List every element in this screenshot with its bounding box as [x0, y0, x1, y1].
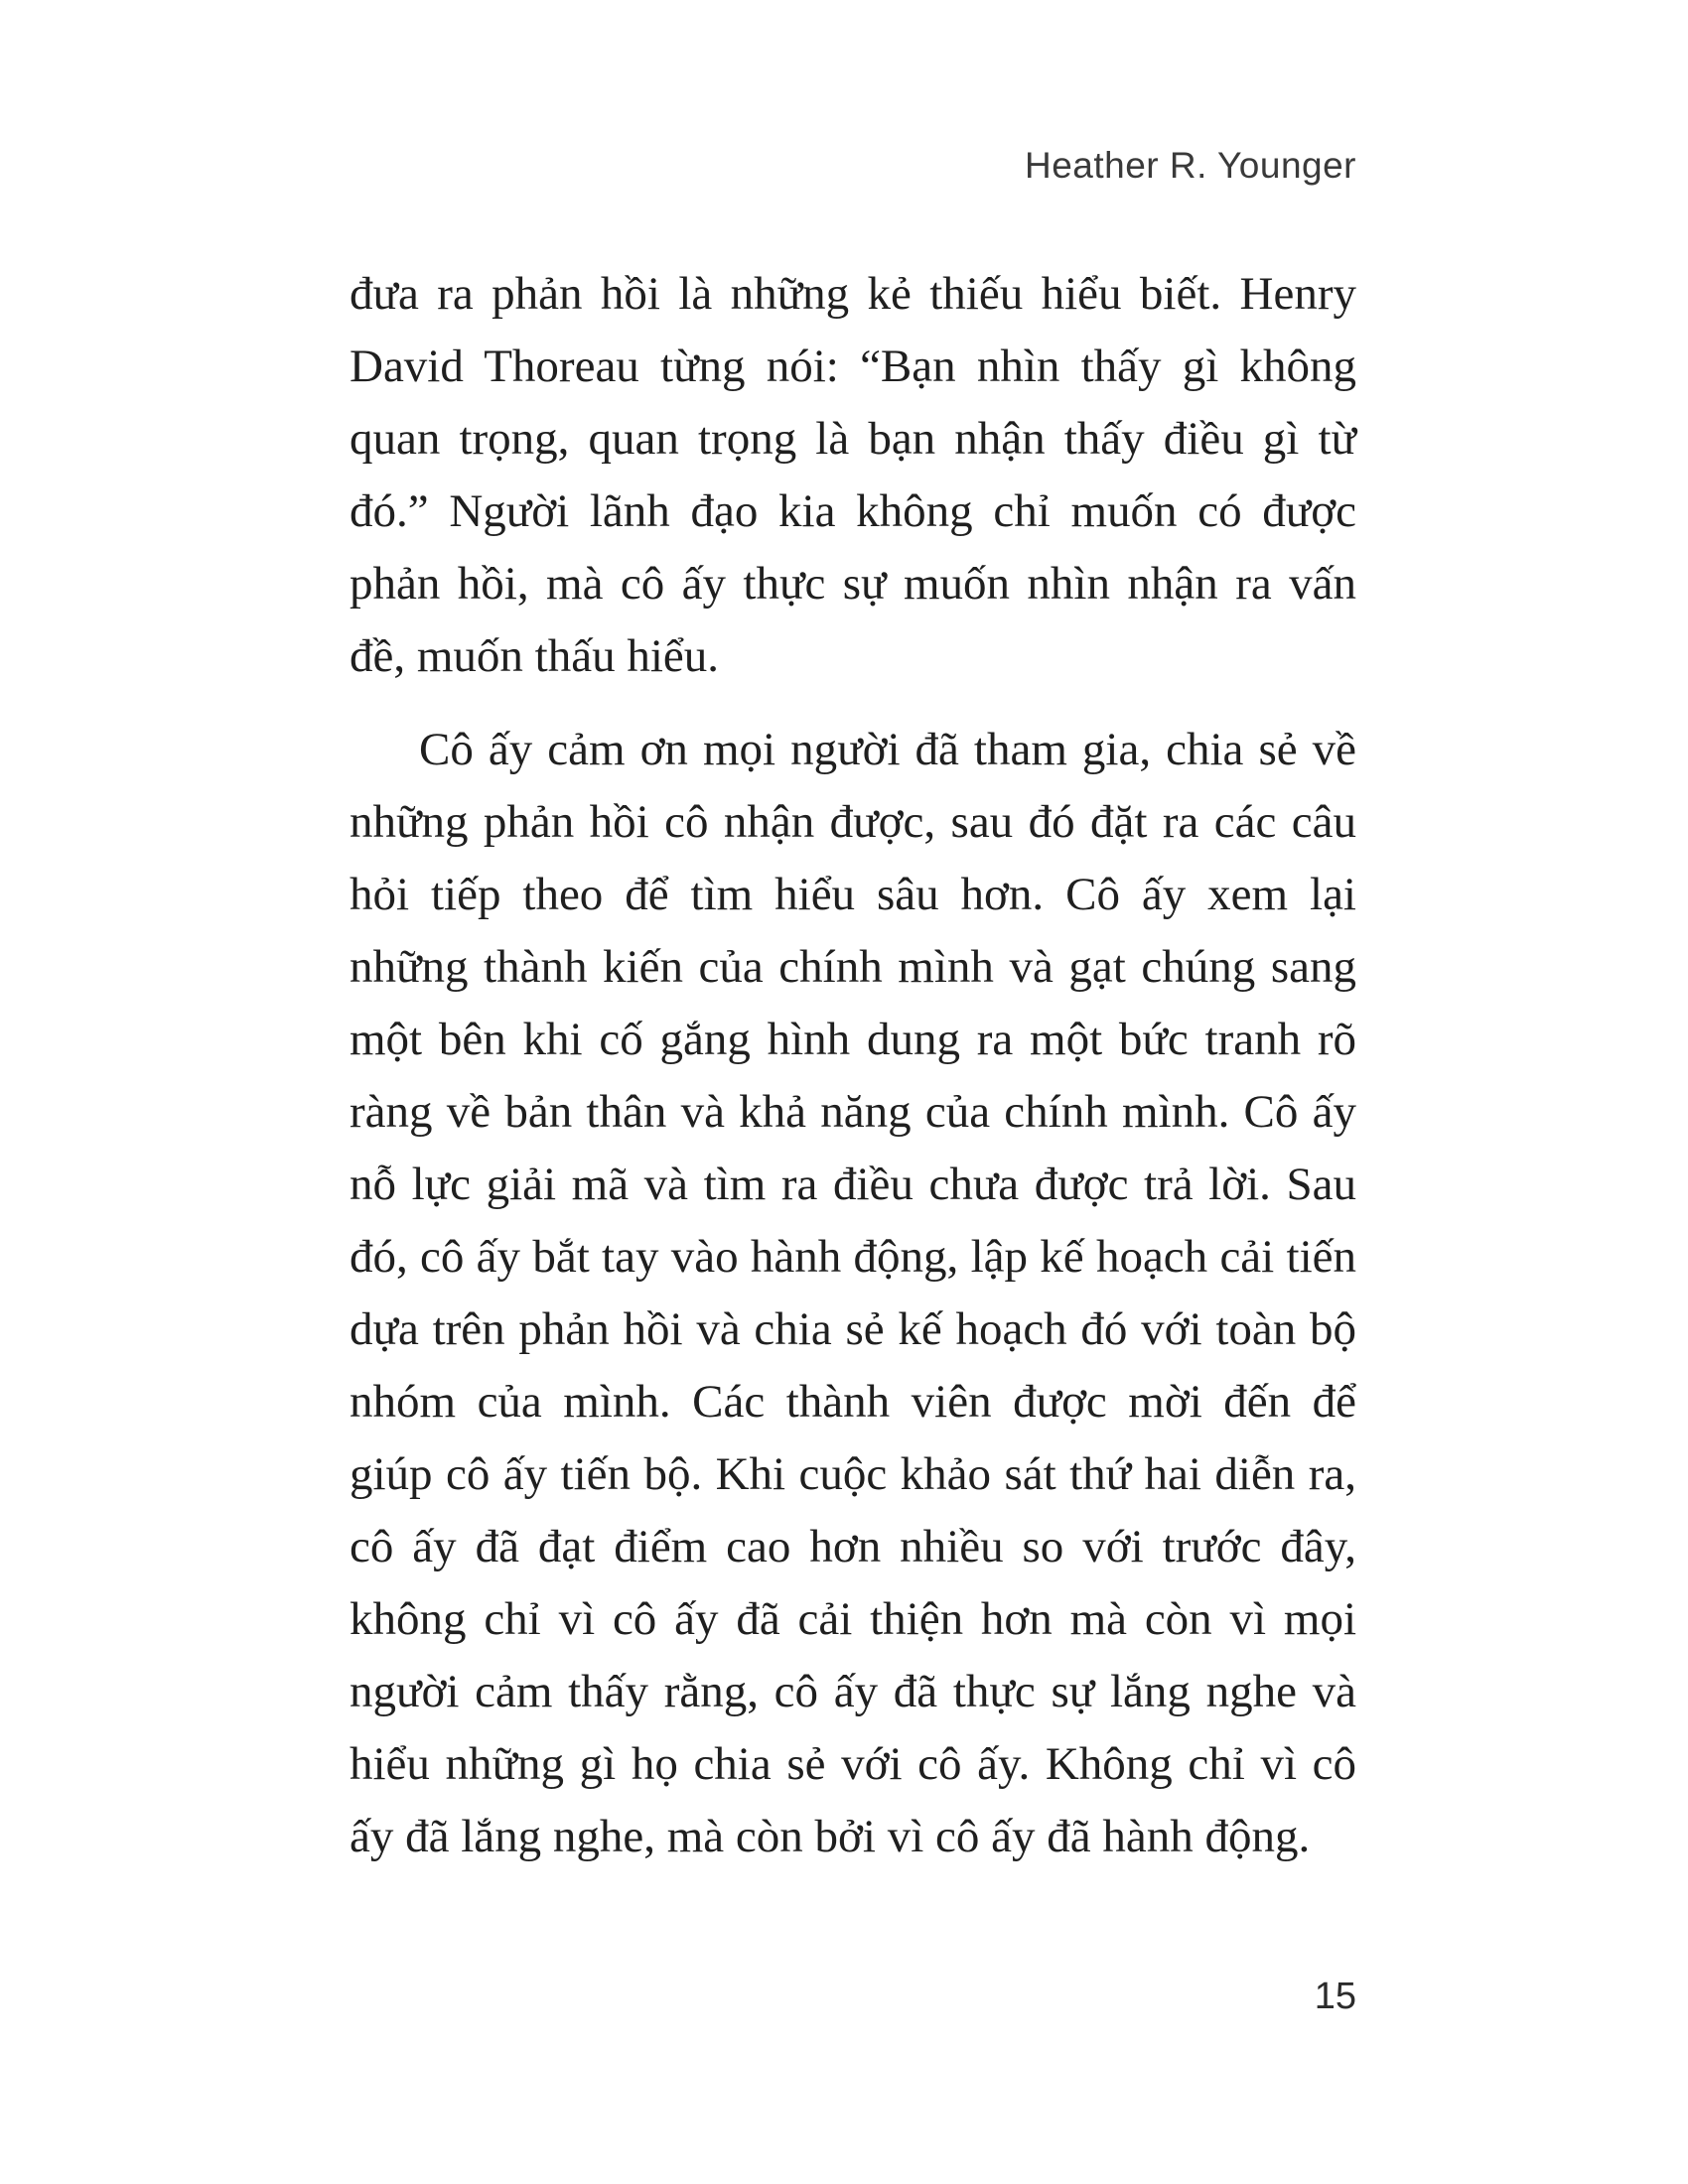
paragraph: Cô ấy cảm ơn mọi người đã tham gia, chia sẻ về những phản hồi cô nhận được, sau đó đặt ra các câu hỏi tiếp theo để tìm hiểu sâu hơn. Cô ấy xem lại những thành kiến của chính mình và gạt chúng sang một bên khi cố gắng hình dung ra một bức tranh rõ ràng về bản thân và khả năng của chính mình. Cô ấy nỗ lực giải mã và tìm ra điều chưa được trả lời. Sau đó, cô ấy bắt tay vào hành động, lập kế hoạch cải tiến dựa trên phản hồi và chia sẻ kế hoạch đó với toàn bộ nhóm của mình. Các thành viên được mời đến để giúp cô ấy tiến bộ. Khi cuộc khảo sát thứ hai diễn ra, cô ấy đã đạt điểm cao hơn nhiều so với trước đây, không chỉ vì cô ấy đã cải thiện hơn mà còn vì mọi người cảm thấy rằng, cô ấy đã thực sự lắng nghe và hiểu những gì họ chia sẻ với cô ấy. Không chỉ vì cô ấy đã lắng nghe, mà còn bởi vì cô ấy đã hành động. [350, 724, 1356, 1862]
page-number: 15 [1314, 1976, 1356, 2017]
paragraph-continuation: đưa ra phản hồi là những kẻ thiếu hiểu biết. Henry David Thoreau từng nói: “Bạn nhìn thấy gì không quan trọng, quan trọng là bạn nhận thấy điều gì từ đó.” Người lãnh đạo kia không chỉ muốn có được phản hồi, mà cô ấy thực sự muốn nhìn nhận ra vấn đề, muốn thấu hiểu. [350, 268, 1356, 682]
body-text [350, 258, 1356, 1873]
running-header: Heather R. Younger [1024, 145, 1356, 186]
